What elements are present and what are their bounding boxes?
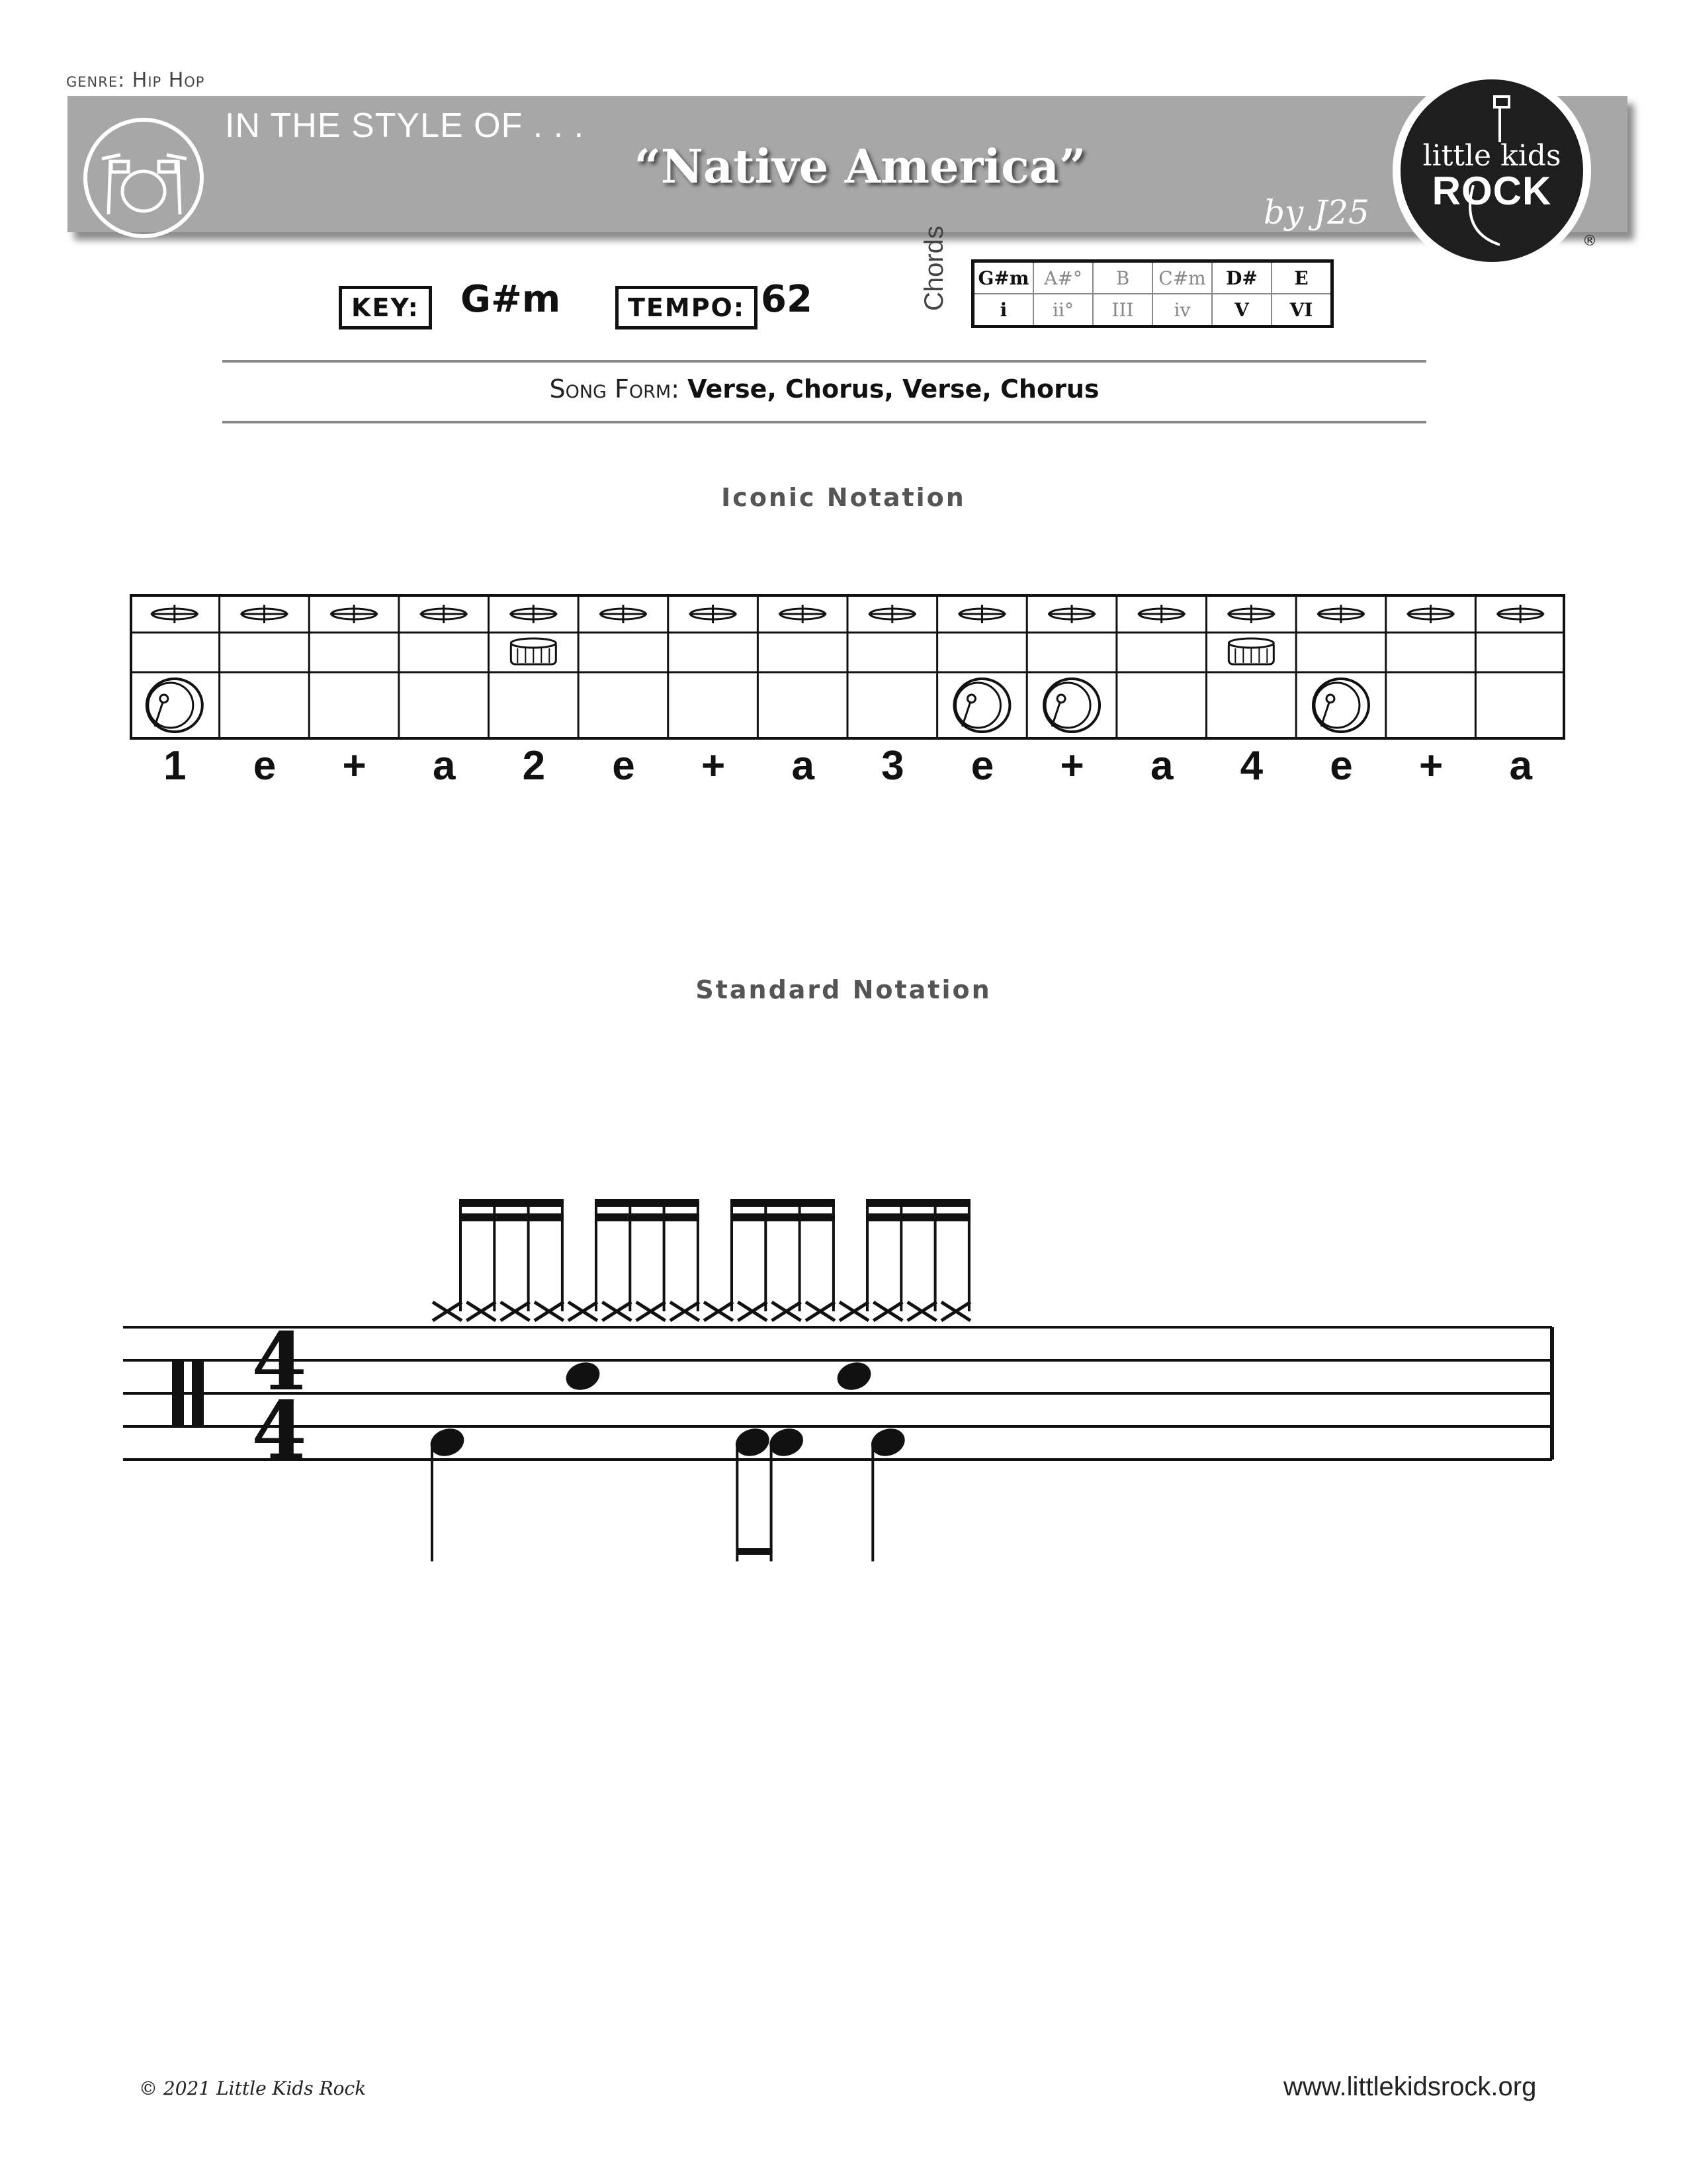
divider-bottom — [222, 421, 1426, 423]
time-signature — [251, 1315, 307, 1477]
chord-name: A#° — [1033, 261, 1093, 294]
beat-count: e — [253, 743, 277, 789]
song-title: “Native America” — [634, 139, 1086, 194]
beat-count: e — [612, 743, 635, 789]
drum-kit-icon — [83, 118, 204, 238]
genre-line — [66, 69, 204, 92]
hihat-icon — [420, 605, 468, 623]
chord-name: G#m — [973, 261, 1034, 294]
beam — [730, 1213, 835, 1221]
chord-names-row — [973, 261, 1332, 294]
beat-count: a — [432, 743, 456, 789]
tempo-value: 62 — [761, 278, 812, 321]
logo-text-bottom: ROCK — [1432, 169, 1552, 213]
in-the-style-of: IN THE STYLE OF . . . — [225, 107, 585, 145]
hihat-icon — [1407, 605, 1455, 623]
chord-name: E — [1272, 261, 1332, 294]
hihat-note — [568, 1201, 597, 1321]
hihat-icon — [1317, 605, 1365, 623]
beam — [595, 1199, 699, 1207]
chord-table — [971, 259, 1334, 328]
beat-count: + — [342, 743, 367, 789]
song-form — [222, 374, 1426, 404]
beat-count: 2 — [522, 743, 546, 789]
snare-icon — [1229, 638, 1274, 664]
hihat-icon — [1496, 605, 1544, 623]
artist: by J25 — [1264, 193, 1369, 232]
beat-count: e — [971, 743, 994, 789]
divider-top — [222, 360, 1426, 363]
chord-numeral: VI — [1272, 294, 1332, 327]
beat-count: + — [1060, 743, 1084, 789]
hihat-icon — [599, 605, 647, 623]
song-form-label: Song Form: — [549, 374, 680, 404]
hihat-icon — [509, 605, 557, 623]
chord-numeral: iv — [1152, 294, 1212, 327]
kick-note — [427, 1424, 468, 1561]
chord-name: B — [1093, 261, 1152, 294]
chord-numeral: V — [1212, 294, 1272, 327]
beat-count: 4 — [1240, 743, 1264, 789]
chord-numerals-row — [973, 294, 1332, 327]
hihat-icon — [689, 605, 737, 623]
hihat-icon — [1138, 605, 1186, 623]
hihat-icon — [240, 605, 288, 623]
hihat-note — [704, 1201, 733, 1321]
hihat-icon — [958, 605, 1006, 623]
chord-numeral: i — [973, 294, 1034, 327]
kick-note — [867, 1424, 909, 1561]
beam — [459, 1199, 564, 1207]
beat-count: a — [1150, 743, 1174, 789]
hihat-note — [840, 1201, 869, 1321]
chord-numeral: ii° — [1033, 294, 1093, 327]
kick-drum-icon — [1313, 679, 1369, 732]
key-label: KEY: — [339, 286, 432, 329]
svg-text:4: 4 — [251, 1315, 307, 1409]
kick-drum-icon — [1044, 679, 1100, 732]
beat-count: 1 — [163, 743, 187, 789]
chord-name: D# — [1212, 261, 1272, 294]
svg-text:4: 4 — [251, 1384, 307, 1477]
snare-icon — [511, 638, 556, 664]
registered-mark: ® — [1582, 233, 1597, 249]
beat-counts — [130, 742, 1565, 795]
iconic-notation-title: Iconic Notation — [721, 483, 966, 512]
beam — [866, 1199, 971, 1207]
beat-count: + — [1418, 743, 1444, 789]
standard-notation-staff — [123, 1164, 1565, 1604]
standard-notation-title: Standard Notation — [695, 975, 992, 1004]
beam — [737, 1548, 772, 1555]
beam — [459, 1213, 564, 1221]
beat-count: a — [791, 743, 814, 789]
chord-name: C#m — [1152, 261, 1212, 294]
hihat-icon — [1048, 605, 1096, 623]
tempo-label: TEMPO: — [615, 286, 757, 329]
beam — [595, 1213, 699, 1221]
genre-value: Hip Hop — [132, 69, 205, 92]
beat-count: a — [1509, 743, 1532, 789]
logo-text-top: little kids — [1422, 139, 1561, 173]
hihat-icon — [779, 605, 826, 623]
beat-count: 3 — [881, 743, 904, 789]
hihat-icon — [151, 605, 198, 623]
copyright: © 2021 Little Kids Rock — [139, 2077, 367, 2099]
snare-note — [562, 1358, 604, 1394]
beat-count: e — [1330, 743, 1353, 789]
beam — [730, 1199, 835, 1207]
song-form-value: Verse, Chorus, Verse, Chorus — [687, 374, 1100, 404]
chords-label: Chords — [920, 226, 949, 311]
hihat-icon — [1227, 605, 1275, 623]
key-value: G#m — [460, 278, 561, 321]
kick-drum-icon — [147, 679, 202, 732]
genre-label: genre: — [66, 69, 126, 92]
beam — [866, 1213, 971, 1221]
beat-count: + — [701, 743, 726, 789]
chord-numeral: III — [1093, 294, 1152, 327]
hihat-icon — [330, 605, 378, 623]
kick-note — [732, 1424, 773, 1561]
hihat-note — [433, 1201, 462, 1321]
snare-note — [834, 1358, 875, 1394]
kick-note — [765, 1424, 807, 1561]
kick-drum-icon — [954, 679, 1010, 732]
hihat-icon — [869, 605, 916, 623]
website: www.littlekidsrock.org — [1283, 2072, 1537, 2101]
